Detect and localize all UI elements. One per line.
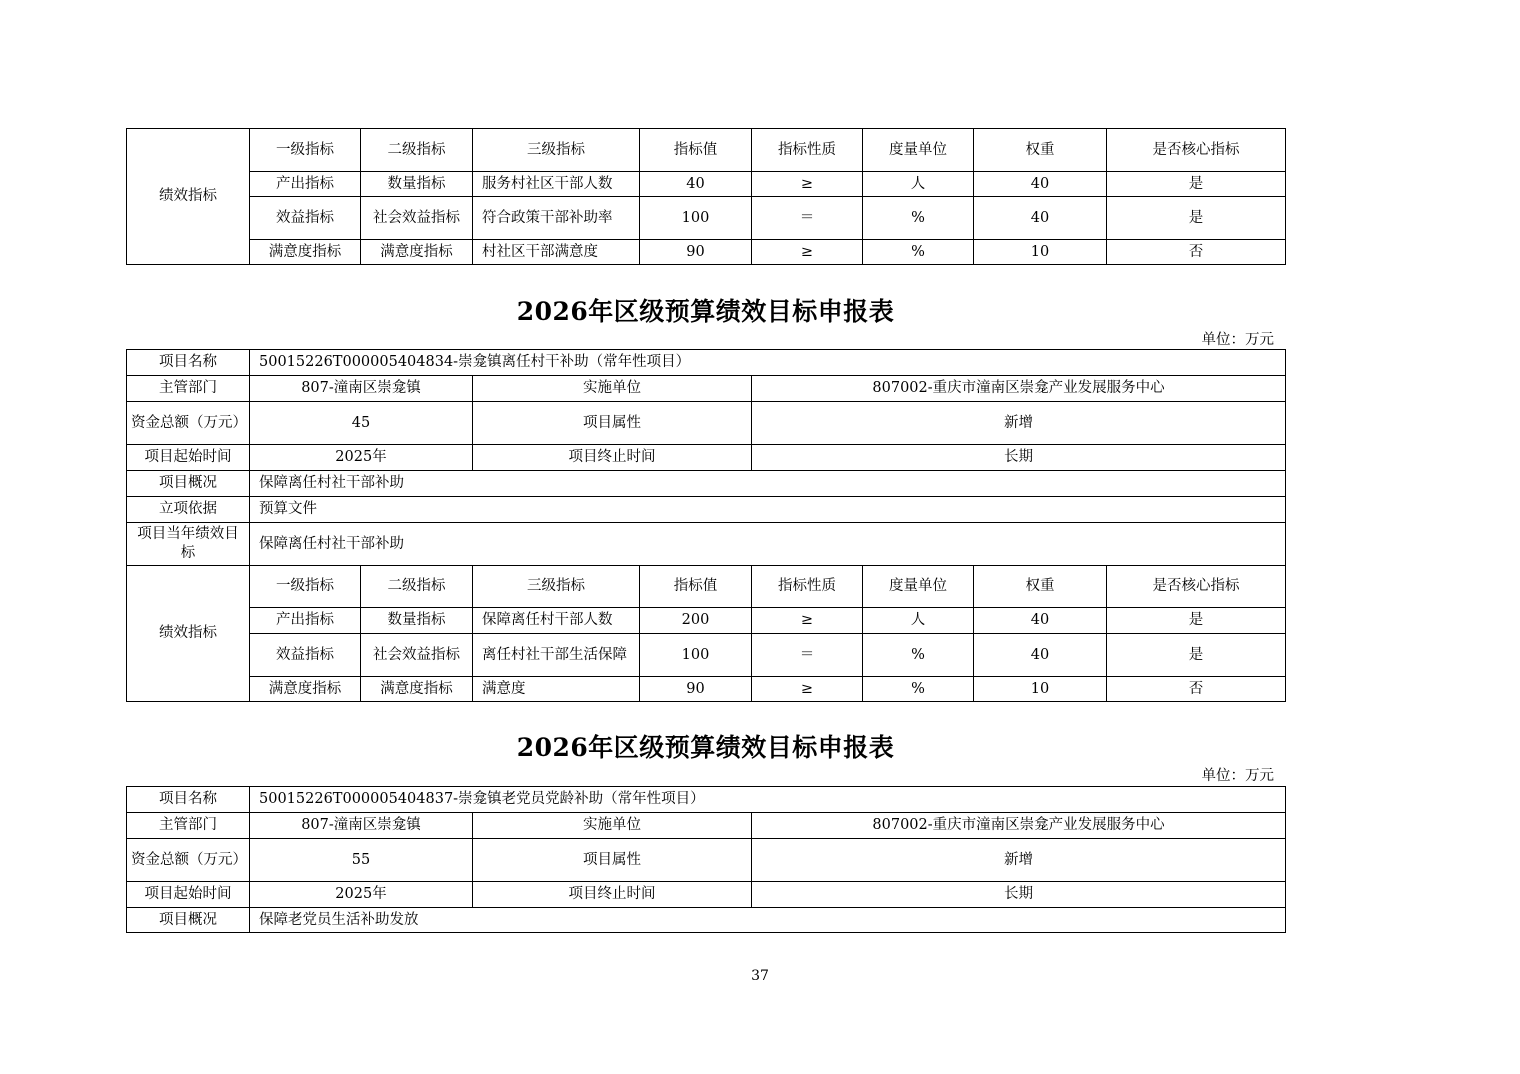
table-row: 满意度指标 满意度指标 满意度 90 ≥ % 10 否 [127, 677, 1286, 702]
perf-table-0 [126, 128, 1286, 265]
header-unit: 度量单位 [863, 129, 974, 172]
attr-value: 新增 [752, 402, 1286, 445]
perf-label: 绩效指标 [127, 566, 250, 702]
page-number: 37 [751, 968, 769, 984]
project-name: 50015226T000005404837-崇龛镇老党员党龄补助（常年性项目） [250, 787, 1286, 813]
header-weight: 权重 [974, 129, 1107, 172]
dept-value: 807-潼南区崇龛镇 [250, 813, 473, 839]
table-row: 满意度指标 满意度指标 村社区干部满意度 90 ≥ % 10 否 [127, 240, 1286, 265]
fund-value: 45 [250, 402, 473, 445]
header-level1: 一级指标 [250, 129, 361, 172]
budget-table-2: 项目名称 50015226T000005404837-崇龛镇老党员党龄补助（常年性项目） 主管部门 807-潼南区崇龛镇 实施单位 807002-重庆市潼南区崇龛产业发展服务中心 资金总额（万元） 55 项目属性 新增 项目起始时间 2025年 项目终止时间 长期 项目概况 保障老党员生活补助发放 [126, 786, 1286, 933]
header-level2: 二级指标 [361, 129, 473, 172]
header-core: 是否核心指标 [1107, 129, 1286, 172]
impl-value: 807002-重庆市潼南区崇龛产业发展服务中心 [752, 813, 1286, 839]
page-title: 2026年区级预算绩效目标申报表 [516, 297, 895, 326]
basis-value: 预算文件 [250, 497, 1286, 523]
table-row: 效益指标 社会效益指标 离任村社干部生活保障 100 ＝ % 40 是 [127, 634, 1286, 677]
start-value: 2025年 [250, 445, 473, 471]
project-name: 50015226T000005404834-崇龛镇离任村干补助（常年性项目） [250, 350, 1286, 376]
header-level3: 三级指标 [473, 129, 640, 172]
header-value: 指标值 [640, 129, 752, 172]
budget-table-1: 项目名称 50015226T000005404834-崇龛镇离任村干补助（常年性项目） 主管部门 807-潼南区崇龛镇 实施单位 807002-重庆市潼南区崇龛产业发展服务中心 资金总额（万元） 45 项目属性 新增 项目起始时间 2025年 项目终止时间 长期 项目概况 保障离任村社干部补助 立项依据 预算文件 项目当年绩效目标 保障离任村社干部补助 绩效指标 一级指标 二级指标 三级指标 指标值 指标性质 度量单位 权重 是否核心指标 产出指标 数量指标 保障离任村干部人数 200 ≥ 人 40 是 效益指标 社会效益指标 离任村社干部生活保障 100 ＝ % 40 是 满意度指标 满意度指标 满意度 90 ≥ % 10 否 [126, 349, 1286, 702]
end-value: 长期 [752, 445, 1286, 471]
dept-value: 807-潼南区崇龛镇 [250, 376, 473, 402]
goal-value: 保障离任村社干部补助 [250, 523, 1286, 566]
end-value: 长期 [752, 882, 1286, 908]
overview-value: 保障老党员生活补助发放 [250, 908, 1286, 933]
perf-label: 绩效指标 [127, 129, 250, 265]
fund-value: 55 [250, 839, 473, 882]
page-title: 2026年区级预算绩效目标申报表 [516, 733, 895, 762]
table-row: 产出指标 数量指标 保障离任村干部人数 200 ≥ 人 40 是 [127, 608, 1286, 634]
impl-value: 807002-重庆市潼南区崇龛产业发展服务中心 [752, 376, 1286, 402]
attr-value: 新增 [752, 839, 1286, 882]
table-row: 产出指标 数量指标 服务村社区干部人数 40 ≥ 人 40 是 [127, 172, 1286, 197]
header-nature: 指标性质 [752, 129, 863, 172]
unit-label: 单位：万元 [1201, 768, 1274, 784]
start-value: 2025年 [250, 882, 473, 908]
unit-label: 单位：万元 [1201, 332, 1274, 348]
table-row: 效益指标 社会效益指标 符合政策干部补助率 100 ＝ % 40 是 [127, 197, 1286, 240]
overview-value: 保障离任村社干部补助 [250, 471, 1286, 497]
